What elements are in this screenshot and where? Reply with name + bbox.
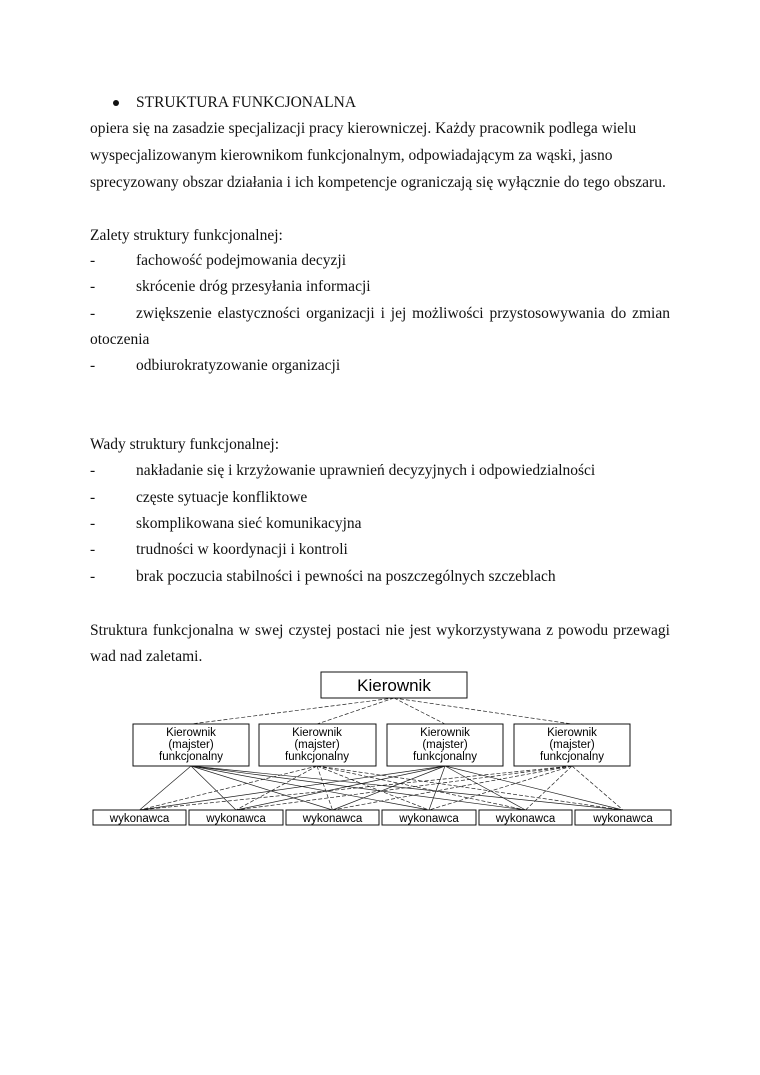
manager-worker-line bbox=[445, 766, 526, 810]
manager-worker-line bbox=[317, 766, 526, 810]
intro-line: opiera się na zasadzie specjalizacji pracy kierowniczej. Każdy pracownik podlega wielu bbox=[90, 120, 637, 137]
disadvantage-item: brak poczucia stabilności i pewności na poszczególnych szczeblach bbox=[136, 568, 556, 585]
disadvantage-item: nakładanie się i krzyżowanie uprawnień decyzyjnych i odpowiedzialności bbox=[136, 462, 596, 479]
manager-worker-line bbox=[317, 766, 333, 810]
advantage-item: skrócenie dróg przesyłania informacji bbox=[136, 278, 371, 295]
manager-label: Kierownik bbox=[420, 727, 470, 739]
manager-worker-line bbox=[236, 766, 317, 810]
manager-box bbox=[259, 724, 376, 766]
disadvantages-title: Wady struktury funkcjonalnej: bbox=[90, 436, 280, 453]
intro-line: sprecyzowany obszar działania i ich kompetencje ograniczają się wyłącznie do tego obszaru. bbox=[90, 174, 666, 191]
manager-worker-line bbox=[236, 766, 572, 810]
manager-worker-line bbox=[526, 766, 573, 810]
worker-box bbox=[479, 810, 572, 825]
worker-label: wykonawca bbox=[109, 813, 170, 825]
dash-marker: - bbox=[90, 278, 96, 295]
manager-label: funkcjonalny bbox=[413, 751, 477, 763]
dash-marker: - bbox=[90, 541, 96, 558]
manager-worker-line bbox=[191, 766, 623, 810]
advantage-item: fachowość podejmowania decyzji bbox=[136, 252, 347, 269]
worker-label: wykonawca bbox=[399, 813, 459, 825]
manager-box bbox=[387, 724, 503, 766]
dash-marker: - bbox=[90, 305, 96, 322]
manager-label: (majster) bbox=[294, 739, 340, 751]
dash-marker: - bbox=[90, 568, 96, 585]
disadvantage-item: częste sytuacje konfliktowe bbox=[136, 489, 308, 506]
manager-worker-line bbox=[140, 766, 446, 810]
worker-box bbox=[189, 810, 283, 825]
disadvantage-item: trudności w koordynacji i kontroli bbox=[136, 541, 348, 558]
dash-marker: - bbox=[90, 462, 96, 479]
worker-label: wykonawca bbox=[302, 813, 363, 825]
top-connector-line bbox=[394, 698, 572, 724]
intro-line: wyspecjalizowanym kierownikom funkcjonalnym, odpowiadającym za wąski, jasno bbox=[90, 147, 613, 164]
manager-label: funkcjonalny bbox=[285, 751, 349, 763]
manager-label: (majster) bbox=[168, 739, 214, 751]
manager-box bbox=[514, 724, 630, 766]
dash-marker: - bbox=[90, 357, 96, 374]
manager-label: Kierownik bbox=[166, 727, 216, 739]
top-manager-label: Kierownik bbox=[357, 676, 431, 695]
worker-box bbox=[286, 810, 379, 825]
top-connector-line bbox=[191, 698, 394, 724]
manager-label: Kierownik bbox=[547, 727, 597, 739]
dash-marker: - bbox=[90, 252, 96, 269]
section-heading: STRUKTURA FUNKCJONALNA bbox=[136, 94, 357, 111]
manager-label: Kierownik bbox=[292, 727, 342, 739]
advantage-item-continuation: otoczenia bbox=[90, 331, 150, 348]
manager-label: (majster) bbox=[422, 739, 468, 751]
dash-marker: - bbox=[90, 515, 96, 532]
manager-label: funkcjonalny bbox=[540, 751, 604, 763]
manager-worker-line bbox=[429, 766, 445, 810]
manager-worker-line bbox=[333, 766, 573, 810]
conclusion-line: wad nad zaletami. bbox=[90, 648, 203, 665]
advantages-title: Zalety struktury funkcjonalnej: bbox=[90, 227, 283, 244]
advantage-item: zwiększenie elastyczności organizacji i jej możliwości przystosowywania do zmian bbox=[136, 305, 670, 322]
advantage-item: odbiurokratyzowanie organizacji bbox=[136, 357, 341, 374]
worker-box bbox=[575, 810, 671, 825]
worker-box bbox=[93, 810, 186, 825]
conclusion-line: Struktura funkcjonalna w swej czystej postaci nie jest wykorzystywana z powodu przewagi bbox=[90, 622, 670, 639]
worker-box bbox=[382, 810, 476, 825]
manager-worker-line bbox=[191, 766, 526, 810]
manager-worker-line bbox=[317, 766, 623, 810]
manager-worker-line bbox=[140, 766, 573, 810]
manager-box bbox=[133, 724, 249, 766]
manager-label: (majster) bbox=[549, 739, 595, 751]
manager-worker-line bbox=[236, 766, 445, 810]
manager-label: funkcjonalny bbox=[159, 751, 223, 763]
worker-label: wykonawca bbox=[593, 813, 653, 825]
dash-marker: - bbox=[90, 489, 96, 506]
manager-worker-line bbox=[191, 766, 429, 810]
disadvantage-item: skomplikowana sieć komunikacyjna bbox=[136, 515, 362, 532]
worker-label: wykonawca bbox=[206, 813, 266, 825]
worker-label: wykonawca bbox=[495, 813, 556, 825]
top-connector-line bbox=[317, 698, 394, 724]
